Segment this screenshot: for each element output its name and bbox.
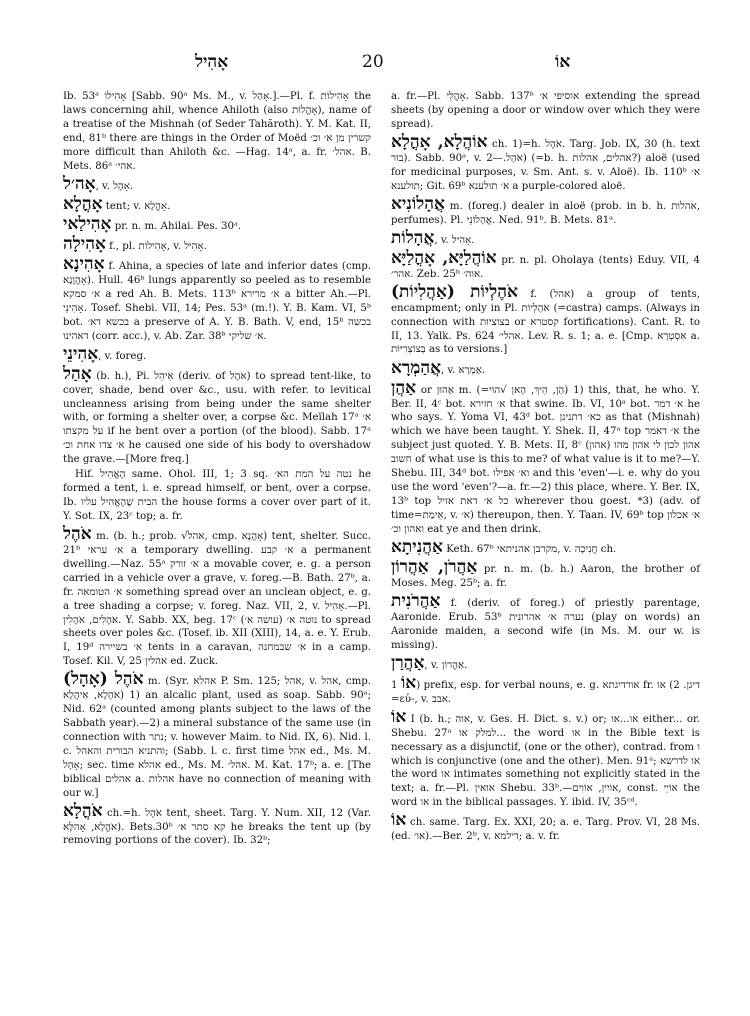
running-head-left: אָהִיל [195, 52, 229, 72]
entry-text: Keth. 67ᵇ מקרבן אהניתאי, v. חֲנִיכָה ch. [442, 543, 617, 555]
running-head-right: אוֹ [555, 52, 571, 72]
dictionary-entry [391, 133, 700, 194]
dictionary-entry [391, 811, 700, 844]
dictionary-entry [391, 249, 700, 282]
entry-headword: אֲהָלוֹנִיא [391, 193, 445, 214]
dictionary-entry [63, 525, 371, 669]
dictionary-entry [391, 90, 700, 132]
dictionary-entry [391, 283, 700, 358]
entry-headword: אוֹהֲלָא, אָהֳלָא [391, 131, 488, 152]
entry-text: pr. n. m. Ahilai. Pes. 30ᵃ. [111, 220, 242, 232]
entry-text: m. (b. h.; prob. √אהל, cmp. אָהֲנָא) tent, shelter. Succ. 21ᵇ א׳ עראי a temporary dwelling. א׳ קבע a permanent dwelling.—Naz. 55ᵃ א׳ זורק a movable cover, e. g. a person carried in a vehicle over a grave, v. foreg.—B. Bath. 27ᵇ, a. fr. א׳ הטומאה something spread over an unclean object, e. g. a tree shading a corpse; v. foreg. Naz. VII, 2, v. אָהִיל.—Pl. אֹהָלִים, אֹהָלִין. Y. Sabb. XX, beg. 17ᶜ נוטה א׳ (עושה א׳) to spread sheets over poles &c. (Tosef. ib. XII (XIII), 14, a. e. Y. Erub. I, 19ᵈ א׳ בשיירה tents in a caravan, א׳ שבמחנה in a camp. Tosef. Kil. V, 25 אהלין ed. Zuck. [63, 531, 372, 668]
entry-text: pr. n. m. (b. h.) Aaron, the brother of Moses. Meg. 25ᵇ; a. fr. [391, 563, 700, 589]
entry-headword: אֹהֶלְיוֹת (אַהֲלִיוֹת) [391, 281, 518, 302]
entry-headword: אֹהֶל (אָהָל) [63, 669, 144, 690]
dictionary-entry [63, 345, 371, 364]
entry-text: , v. אָהָל. [95, 180, 134, 192]
dictionary-entry [63, 195, 371, 214]
dictionary-entry [63, 235, 371, 254]
entry-text: , v. אָהִיל. [434, 234, 475, 246]
entry-text: or אַהוּן m. (=הַן, הֵיךְ, הָאן √הוי) 1) this, that, he who. Y. Ber. II, 4ᶜ bot. א׳ חזירא that swine. Ib. VI, 10ᵃ bot. א׳ דמר he who says. Y. Yoma VI, 43ᵈ bot. כא׳ דתנינן as that (Mishnah) which we have been taught. Y. Shek. II, 47ᵃ top א׳ דאמר the subject just quoted. Y. B. Mets. II, 8ᶜ (אהון) אהון לכון לי אהון מהו חשוב of what use is this to me? of what value is it to me?—Y. Shebu. III, 34ᵈ bot. וא׳ אפילו and this 'even'—i. e. why do you use the word 'even'?—a. fr.—2) this place, where. Y. Ber. IX, 13ᵇ top כל א׳ דאת אזיל wherever thou goest. *3) (adv. of time=אֵימַת, v. א׳) thereupon, then. Y. Taan. IV, 69ᵇ top א׳ אכלון ואהון וכ׳ eat ye and then drink. [391, 384, 701, 535]
entry-headword: אָהִילַאי [63, 213, 112, 234]
entry-headword: אוֹ [400, 672, 417, 693]
entry-text: m. (Syr. אהלא P. Sm. 125; אהל, v. אהל, cmp. אֹהָלָא, אִיהֲלָא) 1) an alcalic plant, used as soap. Sabb. 90ᵃ; Nid. 62ᵃ (counted among plants subject to the laws of the Sabbath year).—2) a mineral substance of the same use (in connection with נתר; v. however Maim. to Nid. IX, 6). Nid. l. c. והתניא הבורית והאהל; (Sabb. l. c. first time אהל ed., Ms. M. אָהָל; sec. time אהלא ed., Ms. M. אהל׳. M. Kat. 17ᵇ; a. e. [The biblical אהלים a. אהלות have no connection of meaning with our w.] [63, 676, 372, 799]
entry-headword: אַהֲרַן [391, 652, 425, 673]
dictionary-entry [391, 654, 700, 673]
entry-headword: אָהִינֵי [63, 343, 99, 364]
entry-headword: אֹהֶל [63, 524, 92, 545]
dictionary-entry [391, 592, 700, 653]
entry-headword: אַהֲרֹנִית [391, 590, 441, 611]
entry-headword: אֲהַמְרָא [391, 357, 442, 378]
entry-headword: אַהֲן [391, 377, 417, 398]
dictionary-entry [391, 674, 700, 707]
dictionary-entry [63, 365, 371, 467]
entry-text: ch. same. Targ. Ex. XXI, 20; a. e. Targ. Prov. VI, 28 Ms. (ed. או׳).—Ber. 2ᵇ, v. דילמא; a. v. fr. [391, 817, 700, 843]
dictionary-entry [63, 175, 371, 194]
entry-text: tent; v. אָהֳלָא. [102, 200, 171, 212]
entry-text: , v. אַהֲרוֹן. [424, 659, 468, 671]
dictionary-entry [63, 255, 371, 343]
dictionary-entry [391, 359, 700, 378]
entry-headword: אָה׳ל [63, 173, 96, 194]
entry-text: I (b. h.; אוה, v. Ges. H. Dict. s. v.) or; או...או either... or. Shebu. 27ᵃ למלק או... the word או in the Bible text is necessary as a disjunctif, (one or the other), contrad. from ו which is conjunctive (one and the other). Men. 91ᵃ; או לדרשא the word או intimates something not explicitly stated in the text; a. fr.—Pl. אואין Shebu. 33ᵇ.—אוֹיִין, אוֹוִים, const. אוֹיֵי the word או in the biblical passages. Y. ibid. IV, 35ᶜᵈ. [391, 713, 701, 809]
dictionary-entry [63, 90, 371, 173]
entry-text: Hif. הֶאֱהִיל same. Ohol. III, 1; 3 sq. נטה על המת הא׳ he formed a tent, i. e. spread himself, or bent, over a corpse. Ib. הבית שֶׁהֶאֱהִיל עליו the house forms a cover over part of it. Y. Sot. IX, 23ᶜ top; a. fr. [63, 469, 371, 522]
entry-text: (b. h.), Pi. אִיהֵל (deriv. of אֹהֶל) to spread tent-like, to cover, shade, bend over &c., usu. with refer. to levitical uncleanness arising from being under the same shelter with, or forming a shelter over, a corpse &c. Meïlah 17ᵃ א׳ על מקצתו if he bent over a portion (of the blood). Sabb. 17ᵃ א׳ צדו אחת וכ׳ he caused one side of his body to overshadow the grave.—[More freq.] [63, 370, 372, 466]
right-column [391, 90, 700, 845]
dictionary-entry [391, 558, 700, 591]
dictionary-entry [63, 670, 371, 800]
entry-text: f., pl. אָהִילוֹת, v. אָהִיל. [105, 240, 207, 252]
entry-text: ch.=h. אֹהֶל tent, sheet. Targ. Y. Num. XII, 12 (Var. אֹהֳלָא, אָהִלָּא). Bets.30ᵇ קא סתר א׳ he breaks the tent up (by removing portions of the cover). Ib. 32ᵇ; [63, 807, 371, 847]
entry-headword: אָהִילָה [63, 233, 106, 254]
entry-headword: אַהֲרֹן, אַהֲרוֹן [391, 556, 478, 577]
entry-text: a. fr.—Pl. אָהֳלֵי. Sabb. 137ᵇ אוסיפי א׳ extending the spread sheets (by opening a door or window over which they were spread). [391, 91, 700, 130]
entry-text: ch. 1)=h. אֹהֶל. Targ. Job. IX, 30 (h. text בור). Sabb. 90ᵃ, v. אֹהֶל.—2) (=b. h. אהלים, אהלות?) aloë (used for medicinal purposes, v. Sm. Ant. s. v. Aloë). Ib. 110ᵇ א׳ תולענא; Git. 69ᵇ א׳ תולענא a purple-colored aloë. [391, 138, 700, 192]
entry-headword: אָהֳלָא [63, 193, 103, 214]
page-number: 20 [362, 52, 384, 72]
entry-headword: אָהַל [63, 363, 92, 384]
dictionary-entry [391, 538, 700, 557]
entry-text: f. (deriv. of foreg.) of priestly parentage, Aaronide. Erub. 53ᵇ נערה א׳ אהרונית (play on words) an Aaronide maiden, a second wife (in Ms. M. our w. is missing). [391, 597, 700, 651]
page-header [60, 52, 700, 76]
entry-headword: אוֹהֲלַיָּא, אָהֳלַיָּא [391, 247, 497, 268]
entry-text: f. (אהל) a group of tents, encampment; only in Pl. אֹהֶלְיוֹת (=castra) camps. (Always in connection with בצוציות or קסטרא fortifications). Cant. R. to II, 13. Yalk. Ps. 624 אהלי׳. Lev. R. s. 1; a. e. [Cmp. אִסְטְרָא a. בְּצוֹצְרִיּוֹת as to versions.] [391, 288, 700, 356]
dictionary-entry [63, 468, 371, 524]
entry-headword: אָהִינָא [63, 254, 105, 274]
entry-headword: אֲהָלוֹת [391, 227, 435, 248]
entry-text: m. (foreg.) dealer in aloë (prob. in b. h. אהלות, perfumes). Pl. אֲהָלוֹנֵי. Ned. 91ᵇ. B. Mets. 81ᵃ. [391, 200, 700, 226]
dictionary-entry [63, 215, 371, 234]
dictionary-entry [391, 195, 700, 228]
entry-headword: אוֹ [391, 706, 407, 727]
entry-text: , v. אַמְרָא. [441, 364, 486, 376]
entry-headword: אוֹ [391, 810, 407, 831]
dictionary-entry [391, 708, 700, 810]
dictionary-entry [63, 802, 371, 849]
entry-text: Ib. 53ᵃ אָהִילוֹ [Sabb. 90ᵃ Ms. M., v. אָהַל.].—Pl. f. אָהִילוֹת the laws concerning ahil, whence Ahiloth (also אָהֳלוֹת), name of a treatise of the Mishnah (of Seder Tahăroth). Y. M. Kat. II, end, 81ᵇ there are things in the Order of Moëd קשרין מן א׳ וכ׳ more difficult than Ahiloth &c. —Hag. 14ᵃ, a. fr. אהל׳. B. Mets. 86ᵃ אהי׳. [63, 91, 371, 172]
entry-text: 1) prefix, esp. for verbal nouns, e. g. אורדיגתא fr. דיגן. 2) או =εὐ-, v. אבב. [391, 679, 700, 705]
entry-headword: אֹהֳלָא [63, 800, 103, 821]
entry-text: f. Ahina, a species of late and inferior dates (cmp. אָהֲוָנָא). Hull. 46ᵇ lungs apparently so peeled as to resemble א׳ סמקא a red Ah. B. Mets. 113ᵇ א׳ מרירא a bitter Ah.—Pl. אָהִינֵי. Tosef. Shebi. VII, 14; Pes. 53ᵃ (m.!). Y. B. Kam. VI, 5ᵇ bot. בכשא דא׳ a preserve of A. Y. B. Bath. V, end, 15ᵇ בכשה דאהינו (corr. acc.), v. Ab. Zar. 38ᵇ א׳ שליקי. [63, 261, 371, 342]
dictionary-entry [391, 229, 700, 248]
entry-text: pr. n. pl. Oholaya (tents) Eduy. VII, 4 אהר׳. Zeb. 25ᵇ אוה׳. [391, 254, 700, 280]
dictionary-entry [391, 379, 700, 537]
entry-text: , v. foreg. [98, 350, 147, 362]
left-column [63, 90, 371, 850]
entry-headword: אַהֲנִיתָא [391, 536, 443, 557]
